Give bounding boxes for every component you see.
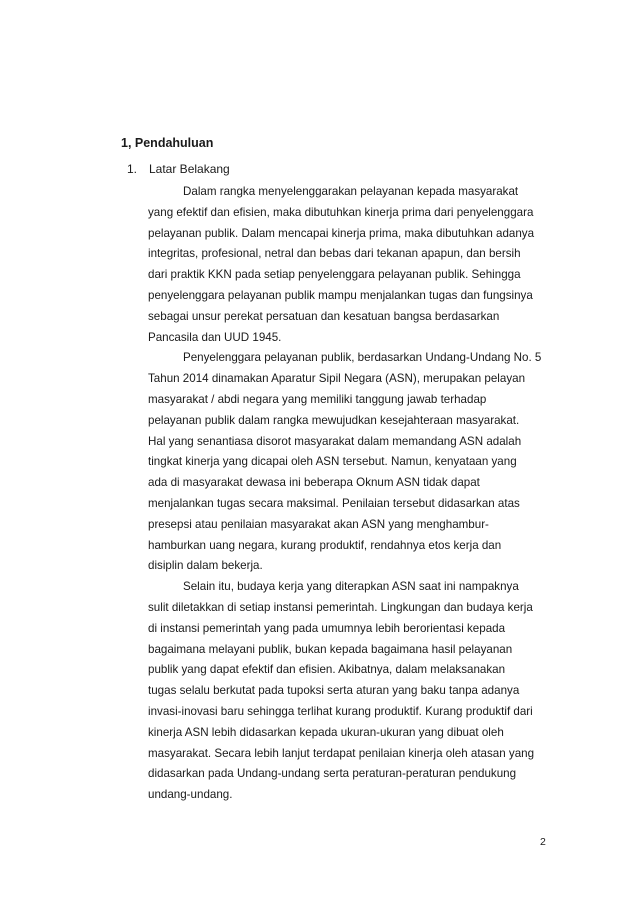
paragraph-3-line: kinerja ASN lebih didasarkan kepada ukuran-ukuran yang dibuat oleh bbox=[148, 725, 504, 739]
paragraph-1-line: pelayanan publik. Dalam mencapai kinerja prima, maka dibutuhkan adanya bbox=[148, 226, 535, 240]
paragraph-2-line: presepsi atau penilaian masyarakat akan ASN yang menghambur- bbox=[148, 517, 489, 531]
subsection-heading bbox=[127, 162, 230, 176]
paragraph-1-line: sebagai unsur perekat persatuan dan kesatuan bangsa berdasarkan bbox=[148, 309, 500, 323]
paragraph-2-line: ada di masyarakat dewasa ini beberapa Oknum ASN tidak dapat bbox=[148, 476, 480, 490]
subsection-title: Latar Belakang bbox=[149, 162, 230, 176]
paragraph-3-line: invasi-inovasi baru sehingga terlihat kurang produktif. Kurang produktif dari bbox=[148, 704, 533, 718]
paragraph-3-line: Selain itu, budaya kerja yang diterapkan ASN saat ini nampaknya bbox=[183, 580, 519, 594]
paragraph-1-line: Dalam rangka menyelenggarakan pelayanan kepada masyarakat bbox=[183, 185, 519, 198]
paragraph-1-line: penyelenggara pelayanan publik mampu menjalankan tugas dan fungsinya bbox=[148, 288, 533, 302]
paragraph-3-line: didasarkan pada Undang-undang serta peraturan-peraturan pendukung bbox=[148, 767, 517, 781]
paragraph-3-line: undang-undang. bbox=[148, 788, 233, 802]
paragraph-2-line: disiplin dalam bekerja. bbox=[148, 559, 263, 573]
paragraph-3-line: tugas selalu berkutat pada tupoksi serta aturan yang baku tanpa adanya bbox=[148, 684, 520, 698]
paragraph-3-line: sulit diletakkan di setiap instansi pemerintah. Lingkungan dan budaya kerja bbox=[148, 600, 533, 614]
paragraph-3-line: publik yang dapat efektif dan efisien. Akibatnya, dalam melaksanakan bbox=[148, 663, 506, 677]
body-text bbox=[148, 182, 558, 806]
page-number: 2 bbox=[540, 836, 546, 848]
paragraph-1-line: dari praktik KKN pada setiap penyelenggara pelayanan publik. Sehingga bbox=[148, 268, 521, 282]
paragraph-2-line: Hal yang senantiasa disorot masyarakat dalam memandang ASN adalah bbox=[148, 434, 522, 448]
subsection-number: 1. bbox=[127, 162, 138, 176]
section-heading: 1, Pendahuluan bbox=[121, 136, 214, 150]
paragraph-2-line: pelayanan publik dalam rangka mewujudkan kesejahteraan masyarakat. bbox=[148, 413, 520, 427]
paragraph-1-line: yang efektif dan efisien, maka dibutuhkan kinerja prima dari penyelenggara bbox=[148, 205, 534, 219]
paragraph-2-line: masyarakat / abdi negara yang memiliki tanggung jawab terhadap bbox=[148, 392, 487, 406]
paragraph-2-line: Penyelenggara pelayanan publik, berdasarkan Undang-Undang No. 5 bbox=[183, 351, 542, 365]
paragraph-3-line: bagaimana melayani publik, bukan kepada bagaimana hasil pelayanan bbox=[148, 642, 513, 656]
paragraph-2-line: hamburkan uang negara, kurang produktif, rendahnya etos kerja dan bbox=[148, 538, 502, 552]
paragraph-2-line: Tahun 2014 dinamakan Aparatur Sipil Negara (ASN), merupakan pelayan bbox=[148, 372, 526, 386]
paragraph-2-line: menjalankan tugas secara maksimal. Penilaian tersebut didasarkan atas bbox=[148, 496, 520, 510]
paragraph-1-line: integritas, profesional, netral dan bebas dari tekanan apapun, dan bersih bbox=[148, 247, 521, 261]
paragraph-1-line: Pancasila dan UUD 1945. bbox=[148, 330, 282, 344]
paragraph-2-line: tingkat kinerja yang dicapai oleh ASN tersebut. Namun, kenyataan yang bbox=[148, 455, 517, 469]
paragraph-3-line: masyarakat. Secara lebih lanjut terdapat penilaian kinerja oleh atasan yang bbox=[148, 746, 535, 760]
paragraph-3-line: di instansi pemerintah yang pada umumnya lebih berorientasi kepada bbox=[148, 621, 506, 635]
